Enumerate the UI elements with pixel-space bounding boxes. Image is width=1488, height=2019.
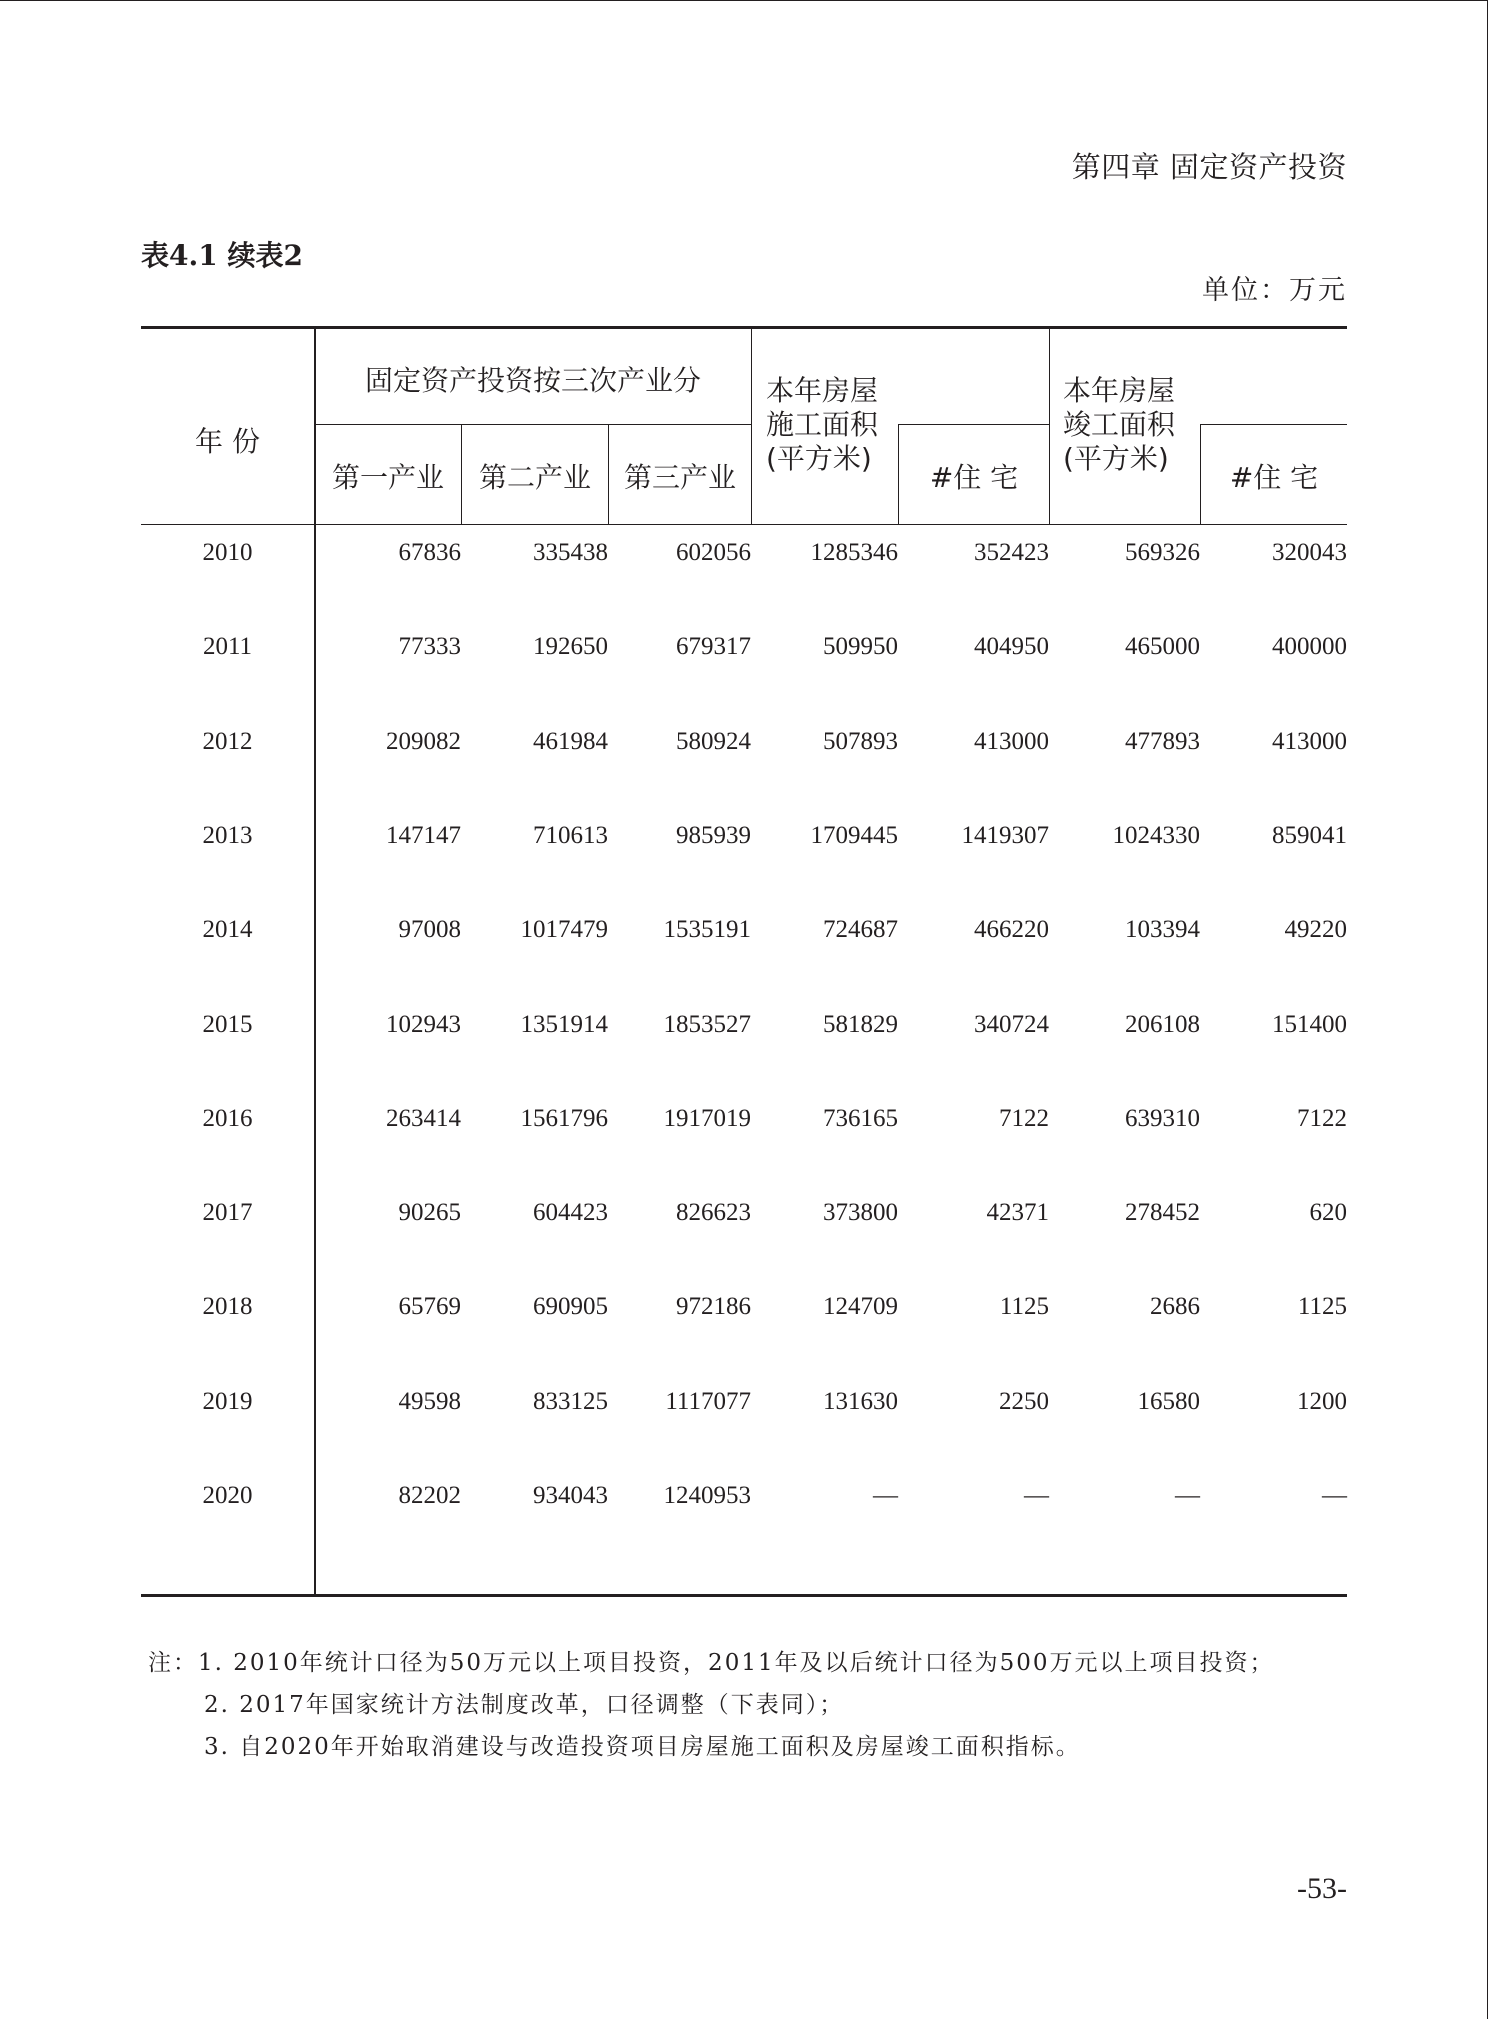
cell-year: 2013 [202, 821, 253, 849]
cell-primary: 209082 [386, 727, 461, 755]
cell-secondary: 1017479 [520, 916, 608, 944]
cell-completed-area: 569326 [1125, 539, 1200, 566]
cell-construction-residential: 404950 [974, 633, 1049, 661]
header-completed-line3: (平方米) [1063, 442, 1169, 475]
cell-completed-area: 639310 [1125, 1104, 1200, 1132]
cell-primary: 82202 [398, 1482, 461, 1509]
table-row [141, 789, 1347, 883]
cell-primary: 77333 [398, 633, 461, 661]
page-number: -53- [1297, 1872, 1347, 1905]
group-header-rule [315, 424, 752, 425]
cell-year: 2017 [202, 1199, 253, 1227]
cell-tertiary: 826623 [676, 1199, 751, 1227]
cell-year: 2014 [202, 916, 253, 944]
header-construction-line1: 本年房屋 [766, 374, 879, 407]
table-row [141, 1449, 1347, 1543]
cell-primary: 263414 [386, 1104, 461, 1132]
cell-completed-residential: 620 [1309, 1199, 1347, 1227]
header-construction-residential: #住 宅 [929, 461, 1019, 494]
residential-header-rule-2 [1200, 424, 1347, 425]
header-divider-3 [751, 326, 752, 524]
header-completed-residential: #住 宅 [1229, 461, 1319, 494]
cell-tertiary: 985939 [676, 821, 751, 849]
header-primary: 第一产业 [331, 461, 444, 494]
cell-tertiary: 1853527 [663, 1010, 751, 1038]
table-title: 表4.1 续表2 [141, 239, 303, 272]
cell-construction-area: 124709 [823, 1293, 898, 1321]
cell-completed-residential: — [1322, 1482, 1347, 1509]
cell-construction-residential: 340724 [974, 1010, 1049, 1038]
header-divider-5 [1049, 326, 1050, 524]
cell-secondary: 1351914 [520, 1010, 608, 1038]
cell-tertiary: 1535191 [663, 916, 751, 944]
cell-construction-area: 581829 [823, 1010, 898, 1038]
cell-construction-residential: 42371 [986, 1199, 1049, 1227]
cell-construction-area: 1709445 [810, 821, 898, 849]
cell-tertiary: 602056 [676, 539, 751, 566]
cell-construction-area: 373800 [823, 1199, 898, 1227]
table-row [141, 695, 1347, 789]
cell-construction-residential: 1125 [999, 1293, 1049, 1321]
header-tertiary: 第三产业 [623, 461, 736, 494]
cell-completed-area: 477893 [1125, 727, 1200, 755]
cell-construction-residential: 352423 [974, 539, 1049, 566]
cell-secondary: 690905 [533, 1293, 608, 1321]
cell-construction-residential: — [1024, 1482, 1049, 1509]
cell-construction-residential: 2250 [999, 1387, 1049, 1415]
notes [148, 1642, 1275, 1768]
cell-primary: 102943 [386, 1010, 461, 1038]
header-construction-line2: 施工面积 [766, 408, 879, 441]
cell-primary: 49598 [398, 1387, 461, 1415]
cell-year: 2020 [202, 1482, 253, 1509]
cell-completed-area: 278452 [1125, 1199, 1200, 1227]
residential-header-rule-1 [899, 424, 1049, 425]
cell-year: 2010 [202, 539, 253, 566]
cell-tertiary: 1117077 [665, 1387, 751, 1415]
cell-construction-residential: 466220 [974, 916, 1049, 944]
note-1: 注：1. 2010年统计口径为50万元以上项目投资，2011年及以后统计口径为500万元以上项目投资； [148, 1650, 1275, 1676]
chapter-heading: 第四章 固定资产投资 [1071, 150, 1347, 184]
cell-completed-residential: 400000 [1272, 633, 1347, 661]
cell-tertiary: 679317 [676, 633, 751, 661]
cell-secondary: 710613 [533, 821, 608, 849]
cell-construction-area: 1285346 [810, 539, 898, 566]
cell-primary: 67836 [398, 539, 461, 566]
page-border-top [0, 0, 1488, 1]
table-bottom-rule [141, 1594, 1347, 1597]
cell-secondary: 934043 [533, 1482, 608, 1509]
cell-year: 2018 [202, 1293, 253, 1321]
table-row [141, 1260, 1347, 1354]
cell-year: 2011 [202, 633, 253, 661]
cell-construction-area: 507893 [823, 727, 898, 755]
cell-secondary: 461984 [533, 727, 608, 755]
cell-completed-area: — [1175, 1482, 1200, 1509]
cell-tertiary: 1240953 [663, 1482, 751, 1509]
cell-completed-area: 2686 [1150, 1293, 1200, 1321]
cell-completed-residential: 1200 [1297, 1387, 1347, 1415]
cell-secondary: 833125 [533, 1387, 608, 1415]
cell-construction-area: 724687 [823, 916, 898, 944]
cell-completed-residential: 7122 [1297, 1104, 1347, 1132]
cell-secondary: 192650 [533, 633, 608, 661]
table-row [141, 1166, 1347, 1260]
table-row [141, 1355, 1347, 1449]
table-row [141, 883, 1347, 977]
table-row [141, 978, 1347, 1072]
cell-construction-residential: 1419307 [961, 821, 1049, 849]
cell-primary: 90265 [398, 1199, 461, 1227]
cell-completed-area: 103394 [1125, 916, 1200, 944]
header-construction-line3: (平方米) [766, 442, 872, 475]
header-completed-line1: 本年房屋 [1063, 374, 1176, 407]
cell-primary: 97008 [398, 916, 461, 944]
cell-completed-residential: 49220 [1284, 916, 1347, 944]
cell-completed-area: 206108 [1125, 1010, 1200, 1038]
cell-completed-residential: 413000 [1272, 727, 1347, 755]
table-row [141, 600, 1347, 694]
cell-completed-residential: 1125 [1297, 1293, 1347, 1321]
cell-tertiary: 972186 [676, 1293, 751, 1321]
cell-tertiary: 1917019 [663, 1104, 751, 1132]
cell-construction-area: 509950 [823, 633, 898, 661]
cell-construction-area: 131630 [823, 1387, 898, 1415]
cell-completed-residential: 320043 [1272, 539, 1347, 566]
cell-completed-area: 465000 [1125, 633, 1200, 661]
table-row [141, 1072, 1347, 1166]
header-year: 年 份 [195, 425, 260, 458]
cell-primary: 147147 [386, 821, 461, 849]
cell-completed-residential: 859041 [1272, 821, 1347, 849]
cell-secondary: 604423 [533, 1199, 608, 1227]
cell-construction-residential: 413000 [974, 727, 1049, 755]
cell-construction-residential: 7122 [999, 1104, 1049, 1132]
cell-year: 2015 [202, 1010, 253, 1038]
cell-tertiary: 580924 [676, 727, 751, 755]
cell-secondary: 1561796 [520, 1104, 608, 1132]
note-3: 3. 自2020年开始取消建设与改造投资项目房屋施工面积及房屋竣工面积指标。 [204, 1734, 1081, 1760]
note-2: 2. 2017年国家统计方法制度改革，口径调整（下表同）； [204, 1692, 845, 1718]
unit-label: 单位：万元 [1202, 275, 1347, 306]
table-row [141, 506, 1347, 600]
cell-completed-area: 16580 [1137, 1387, 1200, 1415]
cell-construction-area: 736165 [823, 1104, 898, 1132]
cell-completed-residential: 151400 [1272, 1010, 1347, 1038]
cell-secondary: 335438 [533, 539, 608, 566]
cell-year: 2019 [202, 1387, 253, 1415]
cell-primary: 65769 [398, 1293, 461, 1321]
cell-construction-area: — [873, 1482, 898, 1509]
table-top-rule [141, 326, 1347, 329]
header-secondary: 第二产业 [478, 461, 591, 494]
cell-completed-area: 1024330 [1112, 821, 1200, 849]
header-completed-line2: 竣工面积 [1063, 408, 1176, 441]
header-investment-group: 固定资产投资按三次产业分 [364, 364, 701, 397]
data-table [141, 326, 1347, 1598]
cell-year: 2012 [202, 727, 253, 755]
cell-year: 2016 [202, 1104, 253, 1132]
